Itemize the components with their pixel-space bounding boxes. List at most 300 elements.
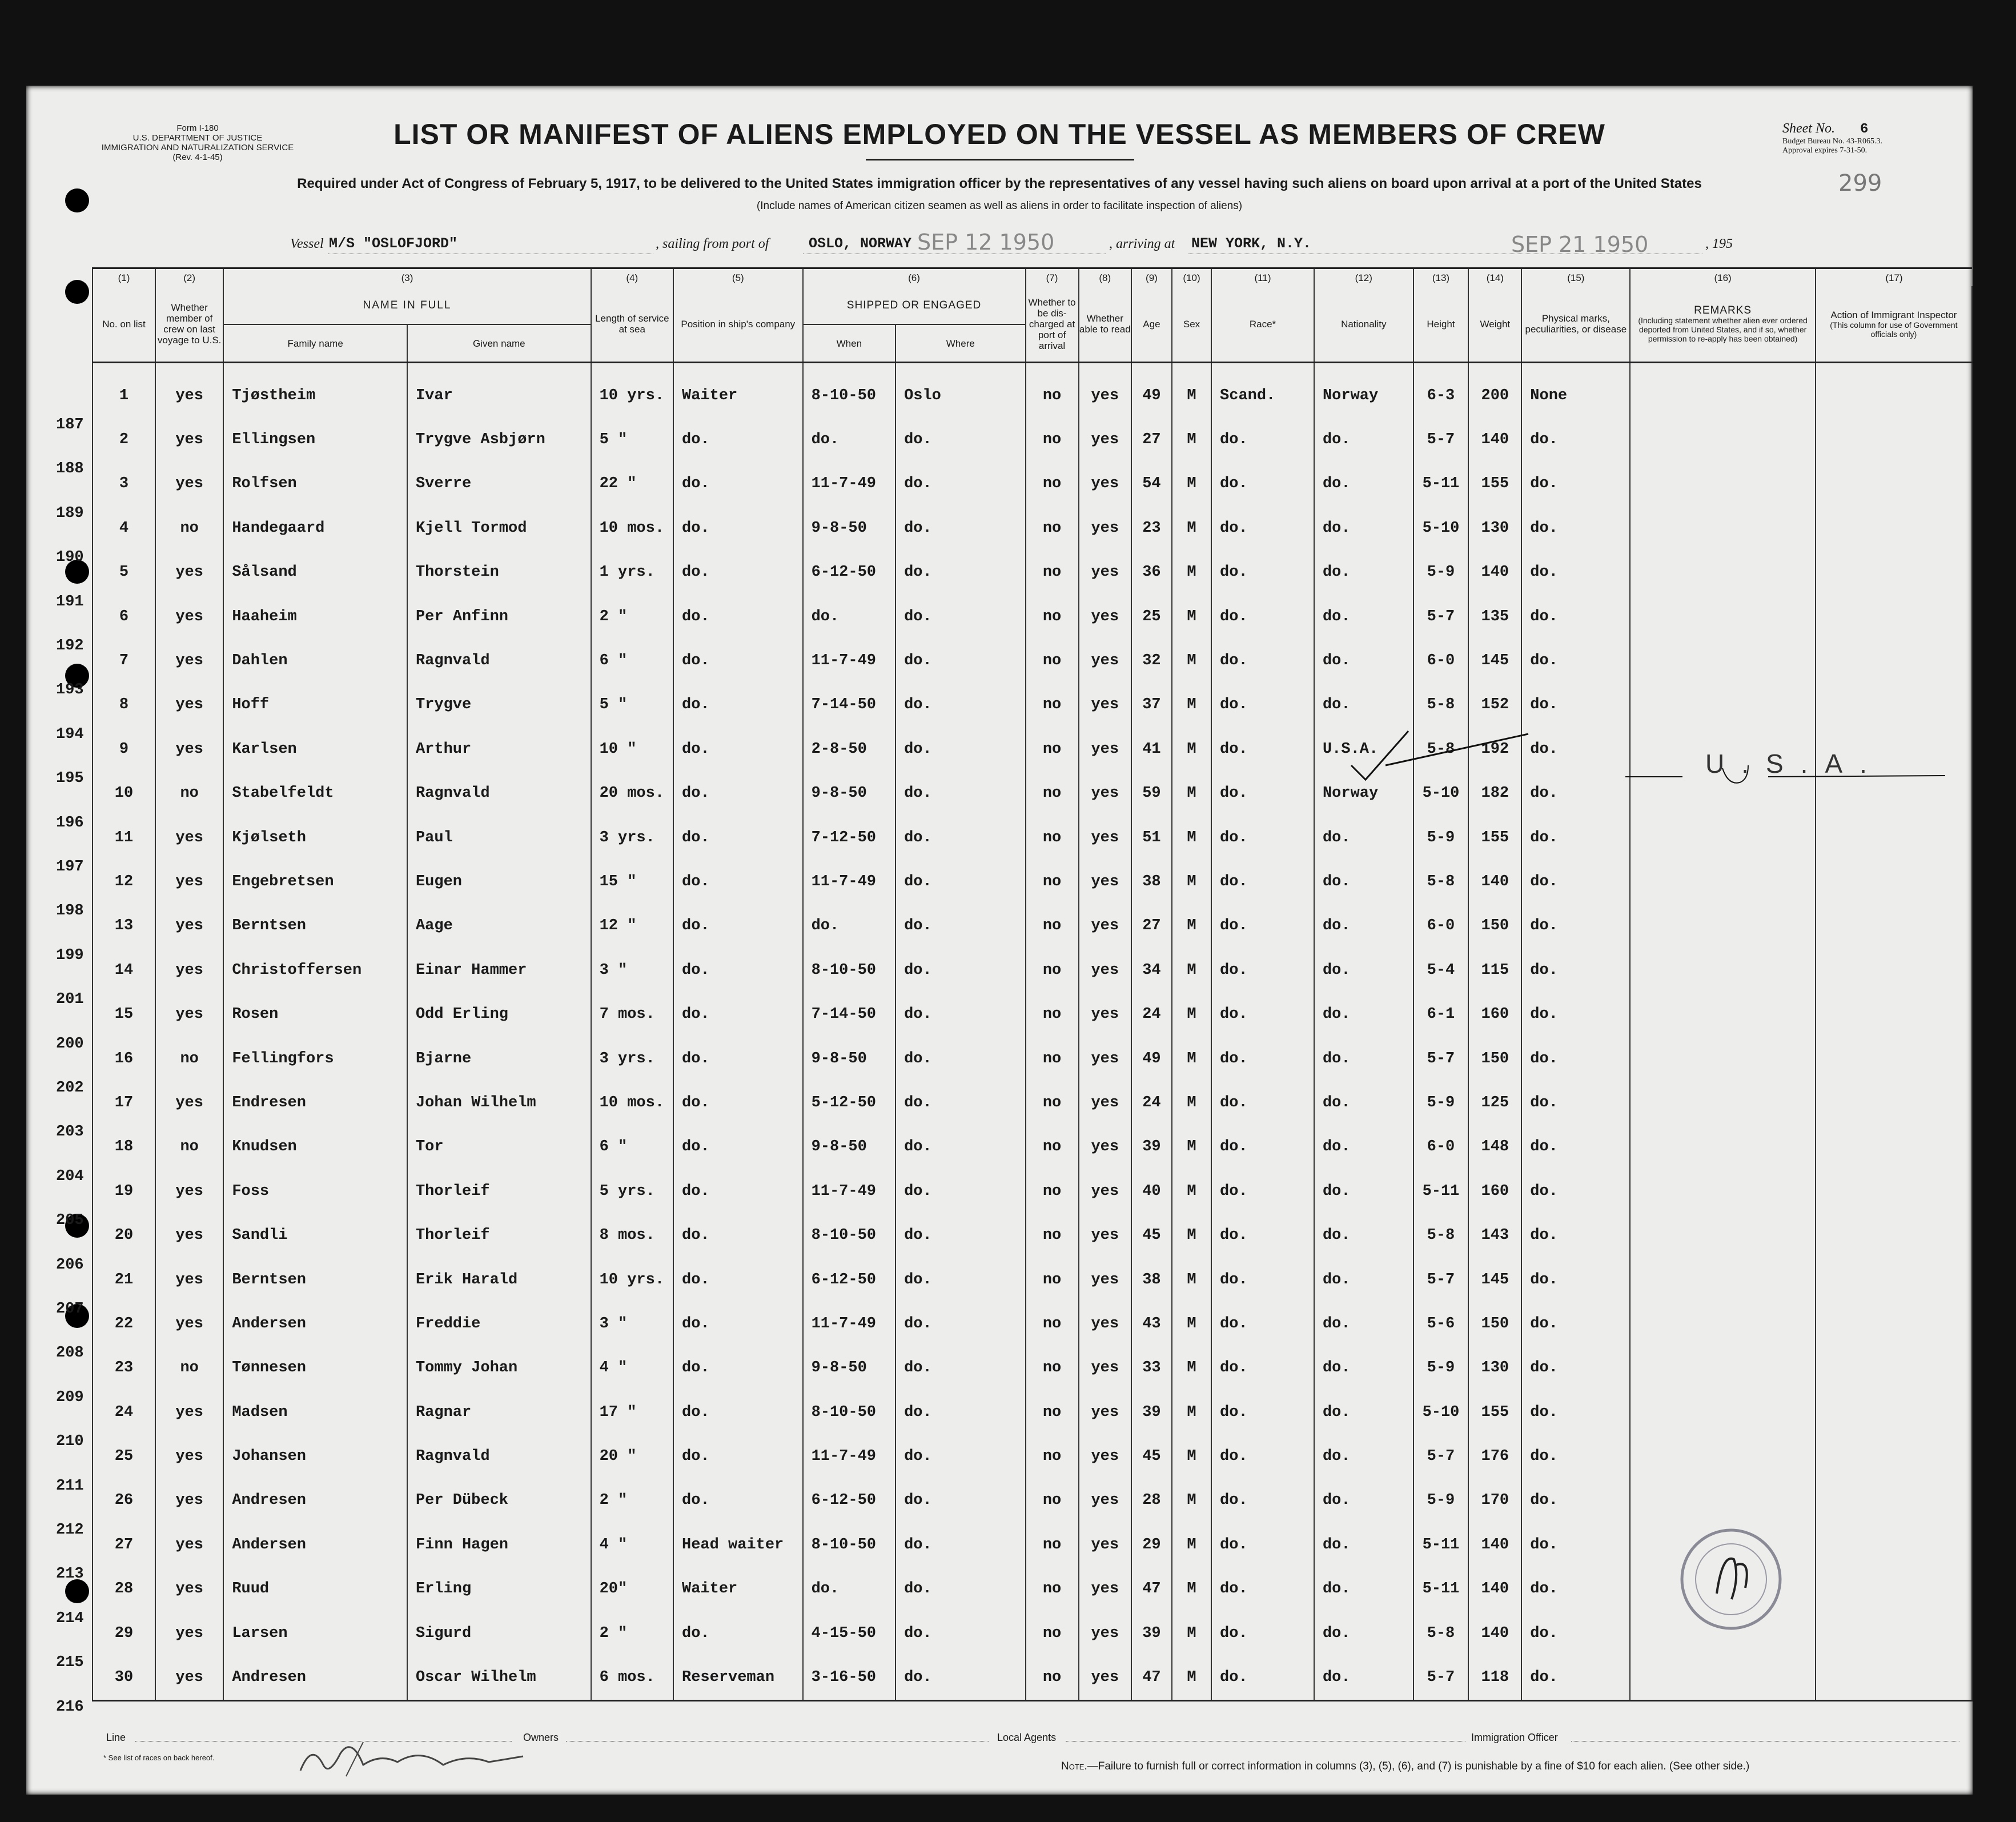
cell-physical-marks: do.: [1521, 816, 1630, 860]
cell-row-number: 17: [93, 1081, 155, 1125]
cell-shipped-when: 8-10-50: [803, 1390, 895, 1434]
cell-weight: 192: [1468, 727, 1521, 771]
cell-age: 51: [1131, 816, 1172, 860]
header-race: Race*: [1211, 286, 1314, 363]
cell-height: 5-10: [1413, 506, 1469, 550]
cell-family-name: Tjøstheim: [223, 363, 407, 418]
cell-race: do.: [1211, 772, 1314, 816]
cell-physical-marks: do.: [1521, 418, 1630, 461]
cell-discharged: no: [1026, 727, 1079, 771]
cell-weight: 170: [1468, 1479, 1521, 1523]
cell-position: do.: [673, 1434, 803, 1478]
cell-physical-marks: do.: [1521, 1567, 1630, 1611]
cell-row-number: 8: [93, 683, 155, 727]
cell-inspector-action: [1816, 1523, 1972, 1567]
cell-row-number: 18: [93, 1125, 155, 1169]
cell-previous-voyage: yes: [155, 551, 223, 595]
cell-position: Head waiter: [673, 1523, 803, 1567]
cell-height: 5-7: [1413, 1037, 1469, 1081]
cell-position: do.: [673, 904, 803, 948]
cell-position: do.: [673, 1346, 803, 1390]
cell-shipped-where: do.: [895, 1611, 1025, 1655]
cell-shipped-where: Oslo: [895, 363, 1025, 418]
cell-able-to-read: yes: [1079, 948, 1131, 992]
cell-age: 23: [1131, 506, 1172, 550]
cell-shipped-where: do.: [895, 992, 1025, 1036]
cell-nationality: do.: [1314, 1081, 1413, 1125]
line-number: 206: [56, 1256, 84, 1274]
cell-previous-voyage: yes: [155, 418, 223, 461]
cell-given-name: Ivar: [407, 363, 591, 418]
cell-remarks: [1630, 1655, 1816, 1700]
cell-shipped-when: 8-10-50: [803, 948, 895, 992]
col-num: (5): [673, 268, 803, 287]
cell-shipped-where: do.: [895, 948, 1025, 992]
cell-shipped-where: do.: [895, 1479, 1025, 1523]
cell-length-of-service: 2 ": [591, 1611, 673, 1655]
cell-able-to-read: yes: [1079, 1169, 1131, 1213]
cell-age: 38: [1131, 1258, 1172, 1302]
cell-physical-marks: do.: [1521, 860, 1630, 904]
cell-sex: M: [1172, 1434, 1211, 1478]
header-physical-marks: Physical marks, peculiarities, or disease: [1521, 286, 1630, 363]
cell-remarks: [1630, 1081, 1816, 1125]
cell-nationality: do.: [1314, 1037, 1413, 1081]
cell-age: 28: [1131, 1479, 1172, 1523]
cell-nationality: do.: [1314, 1346, 1413, 1390]
cell-sex: M: [1172, 1213, 1211, 1257]
cell-sex: M: [1172, 904, 1211, 948]
cell-sex: M: [1172, 1302, 1211, 1346]
cell-nationality: do.: [1314, 595, 1413, 639]
header-age: Age: [1131, 286, 1172, 363]
cell-given-name: Per Dübeck: [407, 1479, 591, 1523]
footer-agents-label: Local Agents: [997, 1732, 1057, 1743]
line-number: 196: [56, 814, 84, 832]
header-when: When: [803, 324, 895, 363]
header-family-name: Family name: [223, 324, 407, 363]
cell-inspector-action: [1816, 1346, 1972, 1390]
sheet-number: 6: [1860, 122, 1869, 137]
cell-age: 25: [1131, 595, 1172, 639]
cell-length-of-service: 20": [591, 1567, 673, 1611]
cell-length-of-service: 20 mos.: [591, 772, 673, 816]
cell-weight: 125: [1468, 1081, 1521, 1125]
cell-race: do.: [1211, 551, 1314, 595]
cell-height: 5-4: [1413, 948, 1469, 992]
form-revision: (Rev. 4-1-45): [172, 152, 223, 162]
cell-position: do.: [673, 1169, 803, 1213]
cell-discharged: no: [1026, 1523, 1079, 1567]
cell-shipped-when: 9-8-50: [803, 772, 895, 816]
cell-sex: M: [1172, 1258, 1211, 1302]
cell-shipped-when: 8-10-50: [803, 1523, 895, 1567]
cell-length-of-service: 17 ": [591, 1390, 673, 1434]
crew-row: [93, 1037, 1972, 1081]
cell-weight: 140: [1468, 1611, 1521, 1655]
vessel-label: Vessel: [290, 236, 324, 251]
cell-sex: M: [1172, 772, 1211, 816]
cell-able-to-read: yes: [1079, 992, 1131, 1036]
cell-given-name: Eugen: [407, 860, 591, 904]
cell-inspector-action: [1816, 948, 1972, 992]
cell-age: 43: [1131, 1302, 1172, 1346]
col-num: (8): [1079, 268, 1131, 287]
cell-age: 38: [1131, 860, 1172, 904]
column-number-row: [93, 268, 1972, 287]
cell-age: 45: [1131, 1213, 1172, 1257]
cell-given-name: Thorstein: [407, 551, 591, 595]
crew-row: [93, 1258, 1972, 1302]
cell-family-name: Madsen: [223, 1390, 407, 1434]
cell-height: 5-10: [1413, 1390, 1469, 1434]
cell-age: 49: [1131, 363, 1172, 418]
cell-position: do.: [673, 1037, 803, 1081]
cell-previous-voyage: yes: [155, 683, 223, 727]
col-num: (6): [803, 268, 1026, 287]
cell-inspector-action: [1816, 1125, 1972, 1169]
cell-weight: 145: [1468, 1258, 1521, 1302]
cell-weight: 130: [1468, 506, 1521, 550]
col-num: (10): [1172, 268, 1211, 287]
cell-age: 47: [1131, 1655, 1172, 1700]
cell-length-of-service: 3 yrs.: [591, 1037, 673, 1081]
col-num: (12): [1314, 268, 1413, 287]
cell-race: do.: [1211, 727, 1314, 771]
cell-race: do.: [1211, 948, 1314, 992]
cell-weight: 140: [1468, 860, 1521, 904]
crew-row: [93, 506, 1972, 550]
cell-discharged: no: [1026, 1390, 1079, 1434]
cell-physical-marks: do.: [1521, 462, 1630, 506]
cell-nationality: do.: [1314, 1125, 1413, 1169]
cell-position: do.: [673, 772, 803, 816]
cell-physical-marks: do.: [1521, 1302, 1630, 1346]
cell-family-name: Sålsand: [223, 551, 407, 595]
cell-physical-marks: do.: [1521, 1213, 1630, 1257]
cell-able-to-read: yes: [1079, 1655, 1131, 1700]
cell-height: 5-8: [1413, 1611, 1469, 1655]
cell-family-name: Berntsen: [223, 904, 407, 948]
line-number: 203: [56, 1123, 84, 1141]
cell-able-to-read: yes: [1079, 772, 1131, 816]
cell-race: do.: [1211, 1169, 1314, 1213]
cell-able-to-read: yes: [1079, 1567, 1131, 1611]
cell-discharged: no: [1026, 860, 1079, 904]
header-remarks: [1630, 286, 1816, 363]
cell-row-number: 22: [93, 1302, 155, 1346]
cell-length-of-service: 10 mos.: [591, 1081, 673, 1125]
cell-physical-marks: do.: [1521, 992, 1630, 1036]
cell-shipped-where: do.: [895, 683, 1025, 727]
cell-shipped-when: do.: [803, 418, 895, 461]
cell-physical-marks: do.: [1521, 904, 1630, 948]
cell-shipped-when: 11-7-49: [803, 639, 895, 683]
cell-physical-marks: do.: [1521, 1523, 1630, 1567]
line-number: 188: [56, 460, 84, 478]
cell-row-number: 1: [93, 363, 155, 418]
cell-able-to-read: yes: [1079, 1434, 1131, 1478]
header-where: Where: [895, 324, 1025, 363]
header-height: Height: [1413, 286, 1469, 363]
header-able-to-read: Whether able to read: [1079, 286, 1131, 363]
check-mark-annotation: [1340, 725, 1534, 782]
cell-physical-marks: do.: [1521, 727, 1630, 771]
cell-position: Waiter: [673, 1567, 803, 1611]
crew-row: [93, 1346, 1972, 1390]
cell-family-name: Engebretsen: [223, 860, 407, 904]
cell-able-to-read: yes: [1079, 462, 1131, 506]
cell-physical-marks: do.: [1521, 595, 1630, 639]
cell-row-number: 5: [93, 551, 155, 595]
cell-given-name: Tor: [407, 1125, 591, 1169]
cell-length-of-service: 2 ": [591, 595, 673, 639]
cell-weight: 160: [1468, 1169, 1521, 1213]
cell-discharged: no: [1026, 1037, 1079, 1081]
punch-hole: [65, 280, 89, 304]
cell-able-to-read: yes: [1079, 1302, 1131, 1346]
cell-inspector-action: [1816, 992, 1972, 1036]
cell-shipped-where: do.: [895, 1213, 1025, 1257]
cell-shipped-where: do.: [895, 904, 1025, 948]
cell-shipped-when: 4-15-50: [803, 1611, 895, 1655]
cell-discharged: no: [1026, 551, 1079, 595]
cell-able-to-read: yes: [1079, 418, 1131, 461]
cell-shipped-when: 8-10-50: [803, 363, 895, 418]
line-number: 213: [56, 1566, 84, 1583]
cell-position: do.: [673, 1479, 803, 1523]
cell-height: 6-1: [1413, 992, 1469, 1036]
cell-able-to-read: yes: [1079, 816, 1131, 860]
line-number: 199: [56, 946, 84, 964]
cell-given-name: Johan Wilhelm: [407, 1081, 591, 1125]
cell-weight: 150: [1468, 1037, 1521, 1081]
cell-sex: M: [1172, 1611, 1211, 1655]
cell-position: do.: [673, 1213, 803, 1257]
cell-sex: M: [1172, 816, 1211, 860]
cell-height: 6-0: [1413, 639, 1469, 683]
cell-height: 5-9: [1413, 816, 1469, 860]
cell-able-to-read: yes: [1079, 1479, 1131, 1523]
cell-position: do.: [673, 1081, 803, 1125]
cell-inspector-action: [1816, 816, 1972, 860]
cell-weight: 155: [1468, 816, 1521, 860]
cell-weight: 140: [1468, 1567, 1521, 1611]
cell-weight: 176: [1468, 1434, 1521, 1478]
cell-age: 39: [1131, 1125, 1172, 1169]
cell-given-name: Ragnvald: [407, 1434, 591, 1478]
col-num: (11): [1211, 268, 1314, 287]
cell-given-name: Per Anfinn: [407, 595, 591, 639]
cell-physical-marks: do.: [1521, 1479, 1630, 1523]
cell-given-name: Paul: [407, 816, 591, 860]
cell-height: 5-9: [1413, 1346, 1469, 1390]
cell-physical-marks: do.: [1521, 551, 1630, 595]
cell-weight: 135: [1468, 595, 1521, 639]
cell-height: 5-8: [1413, 860, 1469, 904]
cell-race: do.: [1211, 992, 1314, 1036]
cell-weight: 160: [1468, 992, 1521, 1036]
cell-height: 5-7: [1413, 1258, 1469, 1302]
cell-sex: M: [1172, 1125, 1211, 1169]
cell-remarks: [1630, 551, 1816, 595]
line-number: 216: [56, 1698, 84, 1716]
page-title: LIST OR MANIFEST OF ALIENS EMPLOYED ON THE VESSEL AS MEMBERS OF CREW: [393, 118, 1605, 150]
cell-sex: M: [1172, 1523, 1211, 1567]
cell-sex: M: [1172, 363, 1211, 418]
cell-shipped-when: 11-7-49: [803, 1434, 895, 1478]
cell-given-name: Thorleif: [407, 1213, 591, 1257]
remarks-annotation: U.S.A.: [1705, 749, 1884, 778]
cell-sex: M: [1172, 1081, 1211, 1125]
col-num: (4): [591, 268, 673, 287]
cell-remarks: [1630, 1213, 1816, 1257]
cell-able-to-read: yes: [1079, 1125, 1131, 1169]
line-number: 195: [56, 770, 84, 788]
cell-remarks: [1630, 506, 1816, 550]
cell-previous-voyage: yes: [155, 1523, 223, 1567]
crew-row: [93, 418, 1972, 461]
crew-row: [93, 1213, 1972, 1257]
cell-height: 5-7: [1413, 595, 1469, 639]
cell-shipped-when: 6-12-50: [803, 1479, 895, 1523]
cell-age: 39: [1131, 1611, 1172, 1655]
cell-given-name: Oscar Wilhelm: [407, 1655, 591, 1700]
cell-remarks: [1630, 904, 1816, 948]
cell-position: Reserveman: [673, 1655, 803, 1700]
cell-previous-voyage: yes: [155, 1655, 223, 1700]
cell-height: 5-11: [1413, 1523, 1469, 1567]
cell-race: do.: [1211, 462, 1314, 506]
cell-race: do.: [1211, 1346, 1314, 1390]
cell-discharged: no: [1026, 595, 1079, 639]
cell-length-of-service: 3 ": [591, 1302, 673, 1346]
cell-discharged: no: [1026, 1213, 1079, 1257]
cell-sex: M: [1172, 462, 1211, 506]
cell-inspector-action: [1816, 1037, 1972, 1081]
cell-discharged: no: [1026, 506, 1079, 550]
cell-row-number: 4: [93, 506, 155, 550]
cell-weight: 152: [1468, 683, 1521, 727]
cell-able-to-read: yes: [1079, 1346, 1131, 1390]
cell-given-name: Ragnvald: [407, 639, 591, 683]
cell-nationality: do.: [1314, 1479, 1413, 1523]
cell-able-to-read: yes: [1079, 639, 1131, 683]
date-stamp-departure: SEP 12 1950: [917, 230, 1055, 255]
cell-position: do.: [673, 727, 803, 771]
cell-row-number: 16: [93, 1037, 155, 1081]
cell-given-name: Tommy Johan: [407, 1346, 591, 1390]
cell-family-name: Sandli: [223, 1213, 407, 1257]
cell-discharged: no: [1026, 462, 1079, 506]
cell-inspector-action: [1816, 1567, 1972, 1611]
cell-shipped-where: do.: [895, 1390, 1025, 1434]
cell-previous-voyage: yes: [155, 1081, 223, 1125]
cell-nationality: do.: [1314, 992, 1413, 1036]
col-num: (17): [1816, 268, 1972, 287]
cell-nationality: do.: [1314, 1434, 1413, 1478]
cell-height: 5-11: [1413, 1567, 1469, 1611]
cell-weight: 148: [1468, 1125, 1521, 1169]
cell-row-number: 2: [93, 418, 155, 461]
cell-race: do.: [1211, 904, 1314, 948]
line-number: 207: [56, 1301, 84, 1318]
cell-sex: M: [1172, 551, 1211, 595]
cell-race: do.: [1211, 1611, 1314, 1655]
cell-remarks: [1630, 1434, 1816, 1478]
port-to: NEW YORK, N.Y.: [1191, 235, 1312, 252]
cell-inspector-action: [1816, 683, 1972, 727]
cell-shipped-where: do.: [895, 551, 1025, 595]
col-num: (2): [155, 268, 223, 287]
cell-inspector-action: [1816, 1655, 1972, 1700]
cell-shipped-where: do.: [895, 1567, 1025, 1611]
cell-discharged: no: [1026, 1125, 1079, 1169]
cell-length-of-service: 5 ": [591, 418, 673, 461]
cell-age: 49: [1131, 1037, 1172, 1081]
cell-age: 24: [1131, 992, 1172, 1036]
cell-weight: 140: [1468, 551, 1521, 595]
cell-nationality: do.: [1314, 1390, 1413, 1434]
cell-height: 6-0: [1413, 904, 1469, 948]
cell-nationality: do.: [1314, 948, 1413, 992]
cell-shipped-where: do.: [895, 418, 1025, 461]
cell-position: do.: [673, 462, 803, 506]
cell-position: do.: [673, 683, 803, 727]
cell-race: do.: [1211, 595, 1314, 639]
cell-inspector-action: [1816, 462, 1972, 506]
cell-sex: M: [1172, 1169, 1211, 1213]
cell-age: 27: [1131, 418, 1172, 461]
line-number: 197: [56, 858, 84, 876]
cell-able-to-read: yes: [1079, 595, 1131, 639]
cell-remarks: [1630, 992, 1816, 1036]
cell-given-name: Einar Hammer: [407, 948, 591, 992]
cell-length-of-service: 20 ": [591, 1434, 673, 1478]
cell-physical-marks: do.: [1521, 1125, 1630, 1169]
cell-shipped-where: do.: [895, 816, 1025, 860]
sheet-label: Sheet No.: [1782, 121, 1835, 136]
line-number: 204: [56, 1167, 84, 1185]
cell-able-to-read: yes: [1079, 1611, 1131, 1655]
cell-age: 27: [1131, 904, 1172, 948]
cell-nationality: do.: [1314, 1169, 1413, 1213]
cell-age: 36: [1131, 551, 1172, 595]
sailing-label: , sailing from port of: [656, 236, 769, 251]
cell-given-name: Kjell Tormod: [407, 506, 591, 550]
voyage-line: [26, 231, 1973, 258]
col-num: (7): [1026, 268, 1079, 287]
cell-shipped-where: do.: [895, 1655, 1025, 1700]
subtitle-note: (Include names of American citizen seamen as well as aliens in order to facilitate inspection of aliens): [756, 200, 1243, 212]
cell-position: do.: [673, 860, 803, 904]
cell-given-name: Sverre: [407, 462, 591, 506]
footer-line-label: Line: [106, 1732, 126, 1743]
cell-given-name: Freddie: [407, 1302, 591, 1346]
cell-length-of-service: 1 yrs.: [591, 551, 673, 595]
cell-length-of-service: 22 ": [591, 462, 673, 506]
cell-race: do.: [1211, 1434, 1314, 1478]
cell-length-of-service: 2 ": [591, 1479, 673, 1523]
cell-position: do.: [673, 1302, 803, 1346]
cell-discharged: no: [1026, 1567, 1079, 1611]
cell-remarks: [1630, 948, 1816, 992]
cell-length-of-service: 6 ": [591, 639, 673, 683]
cell-able-to-read: yes: [1079, 1037, 1131, 1081]
line-number: 189: [56, 504, 84, 522]
cell-length-of-service: 3 yrs.: [591, 816, 673, 860]
cell-nationality: do.: [1314, 816, 1413, 860]
